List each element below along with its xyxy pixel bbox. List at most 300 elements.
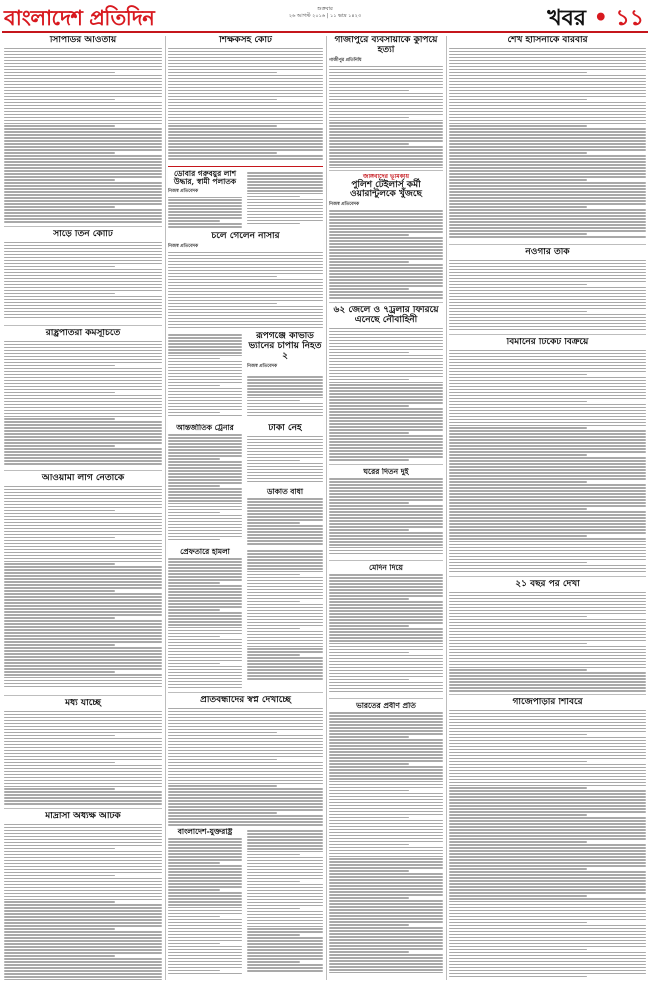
text-line	[168, 114, 323, 116]
text-line	[329, 72, 443, 74]
text-line	[247, 208, 323, 210]
text-line	[449, 877, 646, 879]
text-line	[449, 188, 646, 190]
text-line	[4, 720, 162, 722]
text-line	[449, 740, 646, 742]
text-line	[449, 120, 646, 122]
text-line	[329, 114, 443, 116]
text-line	[449, 260, 646, 262]
text-line	[4, 463, 162, 465]
text-line	[449, 413, 646, 415]
article-headline: আন্তর্জাতিক ট্রেনার	[176, 424, 234, 432]
text-line	[449, 910, 646, 912]
text-line	[168, 488, 242, 490]
article	[449, 36, 646, 242]
text-line	[329, 619, 443, 621]
section-title: খবর	[547, 5, 587, 31]
text-line	[449, 284, 587, 286]
article-divider	[4, 226, 162, 227]
article	[168, 232, 323, 328]
text-line	[168, 518, 242, 520]
text-line	[4, 275, 162, 277]
article-headline: মেদিন দিয়ে	[369, 564, 403, 572]
text-line	[329, 646, 443, 648]
text-line	[247, 504, 323, 506]
text-line	[168, 264, 323, 266]
text-line	[168, 708, 323, 710]
text-line	[329, 595, 443, 597]
text-line	[4, 747, 162, 749]
article	[247, 488, 323, 546]
article-divider	[4, 695, 162, 696]
text-line	[4, 245, 162, 247]
text-line	[168, 327, 323, 329]
text-line	[329, 231, 443, 233]
text-line	[247, 571, 323, 573]
text-line	[329, 966, 443, 968]
text-line	[329, 213, 443, 215]
text-line	[4, 81, 162, 83]
text-line	[168, 588, 242, 590]
text-line	[449, 835, 646, 837]
text-line	[329, 969, 443, 971]
text-line	[449, 308, 646, 310]
text-line	[4, 800, 162, 802]
text-line	[4, 614, 162, 616]
text-line	[329, 96, 443, 98]
text-line	[329, 508, 443, 510]
text-line	[449, 140, 646, 142]
text-line	[247, 439, 323, 441]
text-line	[329, 853, 443, 855]
text-line	[329, 517, 443, 519]
text-line	[449, 731, 646, 733]
text-line	[4, 495, 162, 497]
text-line	[247, 589, 323, 591]
text-line	[247, 872, 323, 874]
text-line	[329, 414, 443, 416]
text-line	[329, 69, 443, 71]
text-line	[4, 152, 115, 154]
text-line	[4, 99, 115, 101]
text-line	[4, 964, 162, 966]
text-line	[329, 760, 443, 762]
text-line	[4, 665, 162, 667]
text-line	[4, 454, 162, 456]
text-line	[4, 791, 162, 793]
text-line	[329, 90, 409, 92]
text-line	[4, 161, 162, 163]
article-headline: ডাকাত বাধা	[266, 488, 304, 496]
text-line	[329, 66, 443, 68]
text-line	[449, 430, 646, 432]
text-line	[449, 808, 646, 810]
text-line	[168, 603, 242, 605]
article-body	[247, 376, 323, 416]
text-line	[168, 738, 323, 740]
text-line	[4, 266, 115, 268]
text-line	[449, 755, 646, 757]
text-line	[168, 850, 242, 852]
text-line	[329, 216, 443, 218]
text-line	[449, 439, 646, 441]
text-line	[329, 634, 443, 636]
text-line	[329, 856, 443, 858]
text-line	[449, 215, 646, 217]
article-body	[4, 486, 162, 688]
text-line	[329, 790, 409, 792]
text-line	[329, 279, 443, 281]
text-line	[4, 635, 162, 637]
text-line	[247, 601, 300, 603]
text-line	[329, 802, 443, 804]
text-line	[449, 152, 587, 154]
text-line	[449, 51, 646, 53]
text-line	[329, 435, 443, 437]
text-line	[168, 615, 242, 617]
text-line	[449, 454, 587, 456]
text-line	[168, 907, 242, 909]
column-2	[168, 36, 323, 980]
text-line	[449, 293, 646, 295]
text-line	[168, 382, 242, 384]
text-line	[449, 326, 646, 328]
text-line	[449, 805, 646, 807]
text-line	[449, 943, 646, 945]
text-line	[329, 721, 443, 723]
text-line	[449, 433, 646, 435]
text-line	[329, 733, 443, 735]
text-line	[247, 181, 323, 183]
text-line	[449, 233, 587, 235]
text-line	[449, 859, 646, 861]
text-line	[168, 865, 242, 867]
text-line	[168, 261, 323, 263]
text-line	[4, 486, 162, 488]
text-line	[168, 928, 242, 930]
text-line	[449, 649, 646, 651]
text-line	[4, 460, 162, 462]
text-line	[449, 532, 646, 534]
text-line	[168, 818, 323, 820]
text-line	[329, 832, 443, 834]
text-line	[449, 75, 646, 77]
article	[4, 329, 162, 467]
text-line	[247, 643, 323, 645]
text-line	[4, 305, 162, 307]
article-headline: ঘরের দিতন দুই	[363, 468, 409, 476]
article	[4, 699, 162, 805]
text-line	[4, 662, 162, 664]
text-line	[4, 668, 162, 670]
text-line	[449, 427, 587, 429]
text-line	[247, 525, 323, 527]
text-line	[449, 964, 646, 966]
text-line	[247, 451, 323, 453]
text-line	[4, 729, 162, 731]
text-line	[4, 317, 162, 319]
text-line	[4, 209, 162, 211]
text-line	[329, 125, 443, 127]
text-line	[168, 901, 242, 903]
text-line	[247, 640, 323, 642]
text-line	[329, 763, 409, 765]
text-line	[329, 490, 443, 492]
text-line	[247, 553, 323, 555]
text-line	[449, 547, 646, 549]
text-line	[4, 543, 162, 545]
text-line	[449, 610, 646, 612]
text-line	[449, 484, 646, 486]
text-line	[329, 781, 443, 783]
text-line	[449, 955, 646, 957]
article	[4, 36, 162, 224]
text-line	[247, 595, 323, 597]
text-line	[4, 830, 162, 832]
text-line	[4, 788, 115, 790]
text-line	[449, 466, 646, 468]
text-line	[247, 863, 323, 865]
text-line	[247, 559, 323, 561]
text-line	[168, 862, 220, 864]
text-line	[329, 520, 443, 522]
text-line	[4, 72, 115, 74]
text-line	[168, 539, 220, 541]
text-line	[247, 848, 323, 850]
text-line	[449, 164, 646, 166]
article-divider	[449, 694, 646, 695]
text-line	[247, 970, 323, 972]
text-line	[4, 308, 162, 310]
text-line	[168, 334, 242, 336]
text-line	[449, 652, 646, 654]
text-line	[247, 478, 323, 480]
text-line	[449, 102, 646, 104]
text-line	[168, 536, 242, 538]
article-body	[247, 436, 323, 484]
text-line	[4, 552, 162, 554]
text-line	[449, 128, 646, 130]
text-line	[449, 643, 587, 645]
text-line	[4, 653, 162, 655]
text-line	[247, 391, 323, 393]
text-line	[449, 54, 646, 56]
text-line	[449, 526, 646, 528]
text-line	[449, 661, 646, 663]
article-reporter: নিজস্ব প্রতিবেদক	[168, 188, 199, 194]
text-line	[168, 527, 242, 529]
text-line	[4, 753, 162, 755]
text-line	[329, 270, 443, 272]
text-line	[247, 964, 323, 966]
article-divider	[4, 808, 162, 809]
article-headline: প্রতিবন্ধীদের স্বপ্ন দেখাচ্ছে	[200, 696, 291, 705]
text-line	[449, 895, 587, 897]
text-line	[4, 510, 115, 512]
text-line	[168, 75, 323, 77]
article-body	[168, 197, 242, 229]
text-line	[449, 637, 646, 639]
text-line	[4, 741, 162, 743]
text-line	[168, 806, 323, 808]
text-line	[449, 684, 646, 686]
text-line	[449, 392, 646, 394]
text-line	[168, 152, 277, 154]
text-line	[329, 823, 443, 825]
text-line	[449, 445, 646, 447]
text-line	[247, 911, 323, 913]
text-line	[247, 472, 323, 474]
text-line	[329, 811, 443, 813]
text-line	[449, 556, 646, 558]
text-line	[168, 452, 242, 454]
article-body	[449, 260, 646, 330]
text-line	[168, 279, 323, 281]
text-line	[4, 534, 162, 536]
text-line	[449, 719, 646, 721]
text-line	[449, 158, 646, 160]
text-line	[168, 821, 323, 823]
text-line	[168, 765, 323, 767]
text-line	[449, 841, 587, 843]
text-line	[247, 562, 323, 564]
text-line	[4, 269, 162, 271]
text-line	[329, 628, 443, 630]
text-line	[329, 396, 443, 398]
text-line	[168, 285, 323, 287]
text-line	[329, 111, 443, 113]
text-line	[168, 270, 323, 272]
article-headline: ২১ বছর পর দেখা	[515, 580, 580, 589]
text-line	[168, 524, 242, 526]
text-line	[4, 137, 162, 139]
text-line	[329, 167, 443, 168]
text-line	[4, 296, 162, 298]
text-line	[4, 794, 162, 796]
text-line	[4, 711, 162, 713]
text-line	[247, 397, 323, 399]
text-line	[168, 768, 323, 770]
text-line	[4, 958, 162, 960]
text-line	[168, 841, 242, 843]
text-line	[4, 638, 162, 640]
text-line	[247, 961, 300, 963]
text-line	[4, 907, 162, 909]
text-line	[449, 263, 646, 265]
text-line	[168, 273, 323, 275]
article-headline: শিক্ষকসহ কোর্ট	[219, 36, 272, 45]
text-line	[449, 111, 646, 113]
text-line	[168, 961, 242, 963]
text-line	[247, 860, 323, 862]
text-line	[329, 402, 443, 404]
text-line	[168, 645, 242, 647]
text-line	[168, 90, 323, 92]
text-line	[4, 155, 162, 157]
text-line	[4, 359, 162, 361]
text-line	[4, 726, 162, 728]
text-line	[247, 481, 323, 483]
article-body	[4, 711, 162, 805]
article-body	[247, 498, 323, 544]
text-line	[4, 596, 162, 598]
text-line	[329, 915, 443, 917]
text-line	[247, 628, 300, 630]
text-line	[168, 464, 242, 466]
text-line	[4, 928, 115, 930]
text-line	[329, 541, 443, 543]
text-line	[4, 57, 162, 59]
text-line	[4, 263, 162, 265]
text-line	[4, 671, 115, 673]
text-line	[4, 611, 162, 613]
text-line	[449, 799, 646, 801]
issue-day: শুক্রবার	[317, 6, 333, 12]
text-line	[449, 904, 646, 906]
text-line	[449, 892, 646, 894]
text-line	[247, 178, 323, 180]
text-line	[449, 57, 646, 59]
text-line	[329, 137, 443, 139]
text-line	[247, 409, 323, 411]
text-line	[329, 577, 443, 579]
text-line	[168, 84, 323, 86]
text-line	[449, 889, 646, 891]
article	[247, 548, 323, 688]
text-line	[168, 824, 323, 826]
text-line	[4, 173, 162, 175]
text-line	[449, 832, 646, 834]
text-line	[168, 467, 242, 469]
text-line	[4, 90, 162, 92]
text-line	[329, 390, 443, 392]
text-line	[449, 868, 587, 870]
text-line	[449, 865, 646, 867]
text-line	[168, 530, 242, 532]
article-body	[168, 708, 323, 826]
text-line	[4, 756, 162, 758]
text-line	[449, 200, 646, 202]
text-line	[168, 771, 323, 773]
text-line	[449, 687, 646, 689]
text-line	[247, 669, 323, 671]
text-line	[329, 382, 443, 384]
text-line	[449, 764, 646, 766]
text-line	[449, 592, 646, 594]
article	[329, 468, 443, 558]
text-line	[449, 182, 646, 184]
text-line	[247, 382, 323, 384]
text-line	[168, 252, 323, 254]
text-line	[4, 96, 162, 98]
text-line	[4, 410, 162, 412]
text-line	[329, 712, 443, 714]
text-line	[247, 469, 323, 471]
article	[247, 170, 323, 228]
text-line	[4, 93, 162, 95]
text-line	[168, 300, 323, 302]
text-line	[168, 437, 242, 439]
text-line	[449, 535, 587, 537]
text-line	[168, 856, 242, 858]
text-line	[4, 260, 162, 262]
article-headline: সিপিডির আওতায়	[49, 36, 117, 45]
text-line	[4, 362, 162, 364]
text-line	[449, 481, 587, 483]
text-line	[4, 979, 162, 980]
text-line	[449, 380, 646, 382]
text-line	[329, 586, 443, 588]
